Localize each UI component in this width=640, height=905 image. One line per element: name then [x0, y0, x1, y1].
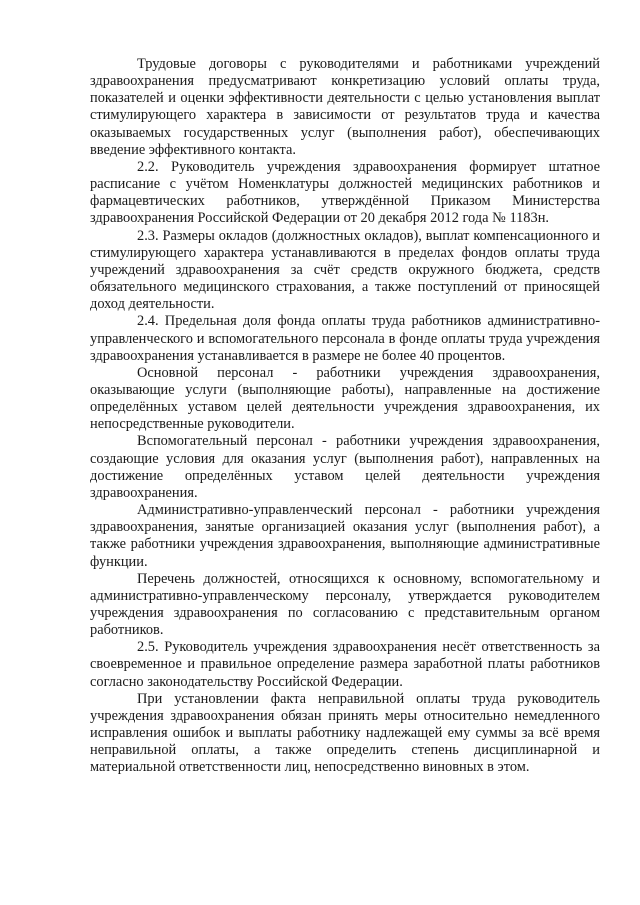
paragraph-2-4-payroll-share: 2.4. Предельная доля фонда оплаты труда работников административно-управленческого и вспомогательного персонала в фонде оплаты труда учреждения здравоохранения устанавливается в размере не более 40 процентов. [90, 313, 600, 364]
document-body [90, 56, 600, 777]
paragraph-incorrect-payment: При установлении факта неправильной оплаты труда руководитель учреждения здравоохранения обязан принять меры относительно немедленного исправления ошибок и выплаты работнику надлежащей ему суммы за всё время неправильной оплаты, а также определить степень дисциплинарной и материальной ответственности лиц, непосредственно виновных в этом. [90, 690, 600, 776]
paragraph-administrative-personnel: Административно-управленческий персонал - работники учреждения здравоохранения, занятые организацией оказания услуг (выполнения работ), а также работники учреждения здравоохранения, выполняющие административные функции. [90, 502, 600, 570]
paragraph-2-5-responsibility: 2.5. Руководитель учреждения здравоохранения несёт ответственность за своевременное и правильное определение размера заработной платы работников согласно законодательству Российской Федерации. [90, 639, 600, 690]
paragraph-auxiliary-personnel: Вспомогательный персонал - работники учреждения здравоохранения, создающие условия для оказания услуг (выполнения работ), направленных на достижение определённых уставом целей деятельности учреждения здравоохранения. [90, 433, 600, 501]
paragraph-2-2-staff-schedule: 2.2. Руководитель учреждения здравоохранения формирует штатное расписание с учётом Номенклатуры должностей медицинских работников и фармацевтических работников, утверждённой Приказом Министерства здравоохранения Российской Федерации от 20 декабря 2012 года № 1183н. [90, 158, 600, 227]
paragraph-2-3-salary-sizes: 2.3. Размеры окладов (должностных окладов), выплат компенсационного и стимулирующего характера устанавливаются в пределах фондов оплаты труда учреждений здравоохранения за счёт средств окружного бюджета, средств обязательного медицинского страхования, а также поступлений от приносящей доход деятельности. [90, 227, 600, 313]
paragraph-positions-list: Перечень должностей, относящихся к основному, вспомогательному и административно-управленческому персоналу, утверждается руководителем учреждения здравоохранения по согласованию с представительным органом работников. [90, 570, 600, 639]
paragraph-main-personnel: Основной персонал - работники учреждения здравоохранения, оказывающие услуги (выполняющие работы), направленные на достижение определённых уставом целей деятельности учреждения здравоохранения, их непосредственные руководители. [90, 364, 600, 433]
paragraph-labor-contracts: Трудовые договоры с руководителями и работниками учреждений здравоохранения предусматривают конкретизацию условий оплаты труда, показателей и оценки эффективности деятельности с целью установления выплат стимулирующего характера в зависимости от результатов труда и качества оказываемых государственных услуг (выполнения работ), обеспечивающих введение эффективного контакта. [90, 56, 600, 158]
